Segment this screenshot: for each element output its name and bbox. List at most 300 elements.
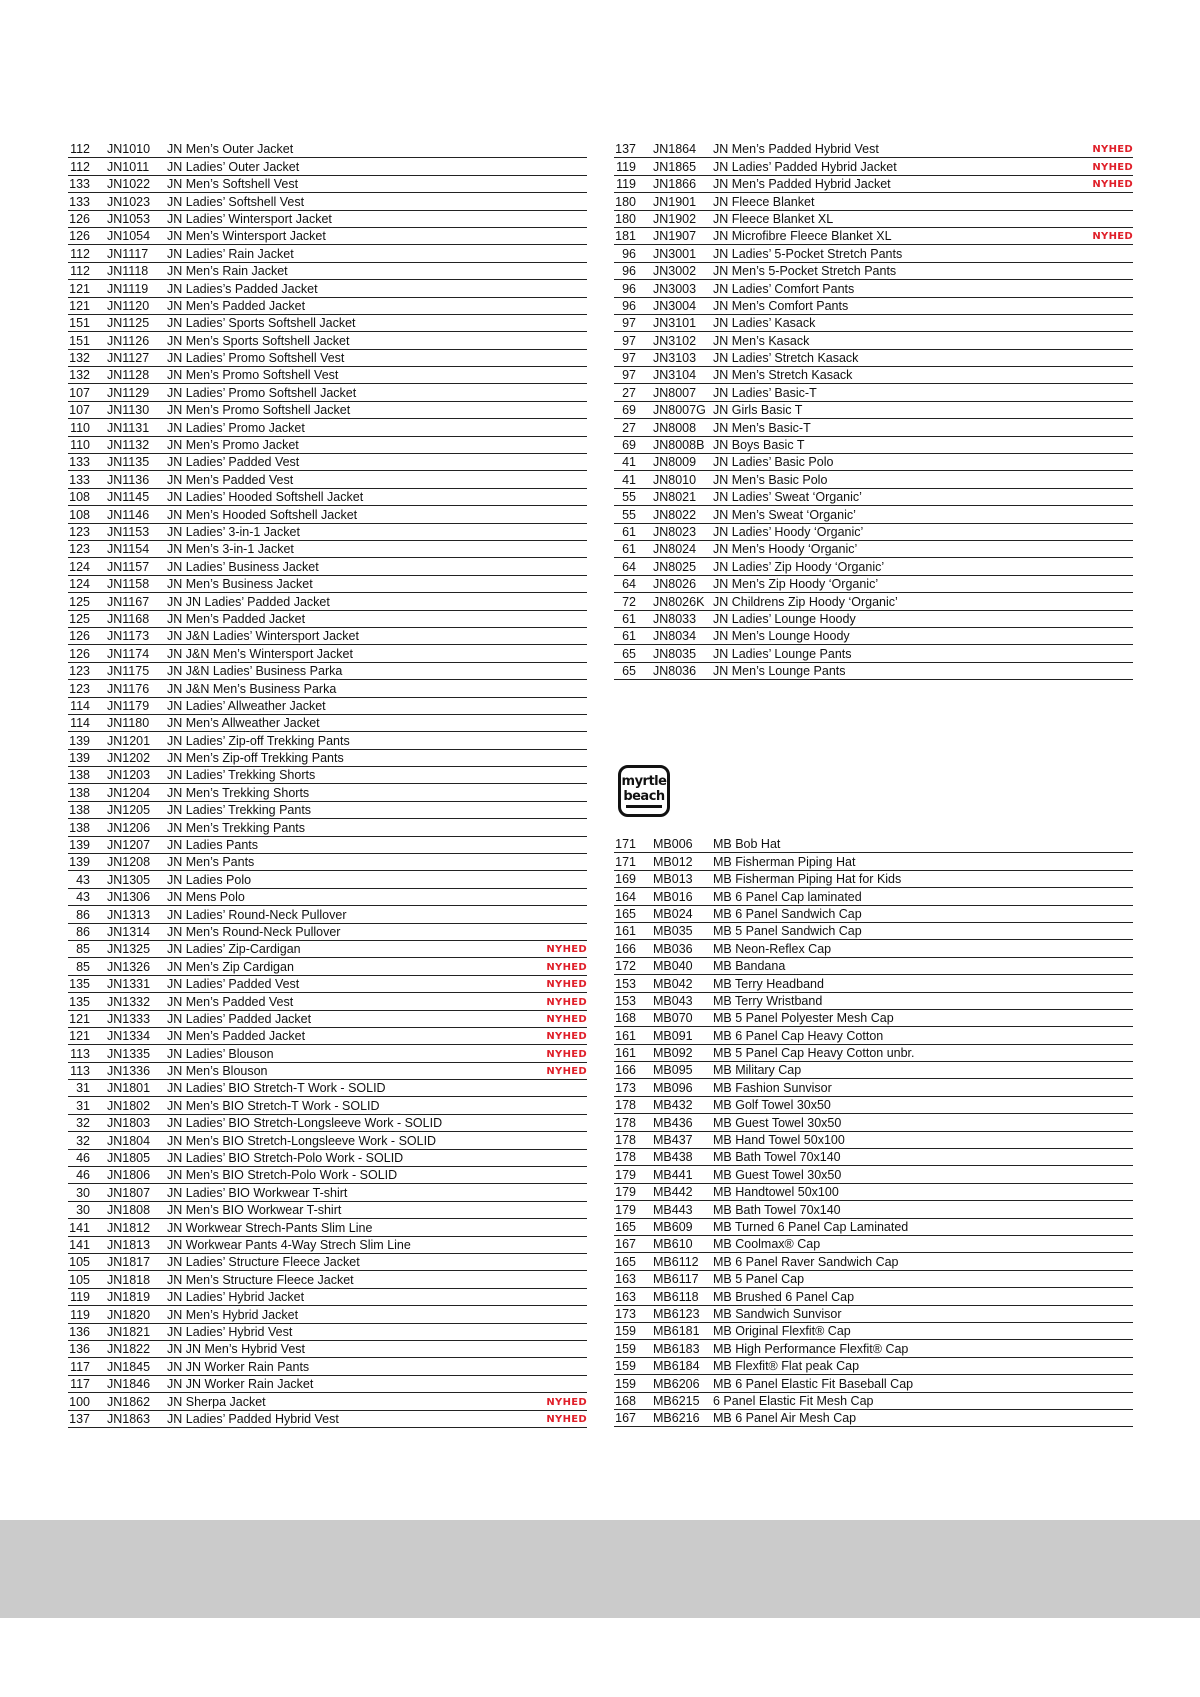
- product-description: JN Men’s Pants: [167, 855, 255, 870]
- page-number: 96: [622, 264, 636, 279]
- table-row: [614, 506, 1133, 523]
- product-description: MB Flexfit® Flat peak Cap: [713, 1359, 860, 1374]
- page-number: 64: [622, 559, 636, 574]
- product-description: MB Fashion Sunvisor: [713, 1080, 832, 1095]
- product-description: JN Men’s Padded Hybrid Vest: [713, 142, 879, 157]
- product-description: MB Fisherman Piping Hat for Kids: [713, 872, 902, 887]
- product-index-right-column: [614, 141, 1133, 680]
- page-number: 69: [622, 438, 636, 453]
- product-code: JN1180: [107, 716, 150, 731]
- product-code: JN1818: [107, 1272, 151, 1287]
- product-code: JN1117: [107, 246, 149, 261]
- product-code: JN8007G: [653, 403, 706, 418]
- product-description: JN J&N Ladies’ Wintersport Jacket: [167, 629, 359, 644]
- product-code: JN1812: [107, 1220, 151, 1235]
- page-number: 163: [615, 1289, 636, 1304]
- product-code: JN8025: [653, 559, 697, 574]
- page-number: 108: [69, 507, 90, 522]
- product-code: MB091: [653, 1028, 693, 1043]
- page-number: 31: [76, 1081, 90, 1096]
- page-number: 166: [615, 941, 636, 956]
- product-description: JN Men’s Softshell Vest: [167, 177, 299, 192]
- product-code: JN1179: [107, 698, 150, 713]
- new-badge: NYHED: [546, 1031, 587, 1043]
- page-number: 123: [69, 542, 90, 557]
- table-row: [68, 1150, 587, 1167]
- product-description: JN Ladies’ Hooded Softshell Jacket: [167, 490, 364, 505]
- product-code: JN1802: [107, 1098, 151, 1113]
- page-number: 139: [69, 733, 90, 748]
- product-description: JN Ladies’s Padded Jacket: [167, 281, 318, 296]
- product-code: JN8008B: [653, 438, 705, 453]
- page-number: 113: [70, 1064, 90, 1079]
- product-description: JN Ladies’ BIO Stretch-T Work - SOLID: [167, 1081, 386, 1096]
- table-row: [68, 471, 587, 488]
- page-number: 125: [69, 594, 90, 609]
- product-code: JN1313: [107, 907, 151, 922]
- product-code: JN1127: [107, 351, 150, 366]
- product-description: JN Men’s Sports Softshell Jacket: [167, 333, 350, 348]
- table-row: [614, 471, 1133, 488]
- product-description: JN Men’s BIO Stretch-Polo Work - SOLID: [167, 1168, 398, 1183]
- new-badge: NYHED: [546, 979, 587, 991]
- product-description: 6 Panel Elastic Fit Mesh Cap: [713, 1393, 874, 1408]
- product-description: JN Fleece Blanket: [713, 194, 815, 209]
- myrtle-beach-logo: [618, 765, 670, 817]
- page-number: 179: [615, 1185, 636, 1200]
- product-index-left-column: [68, 141, 587, 1428]
- table-row: [68, 837, 587, 854]
- product-code: JN1806: [107, 1168, 151, 1183]
- product-code: JN8036: [653, 664, 697, 679]
- table-row: [68, 750, 587, 767]
- product-description: MB Coolmax® Cap: [713, 1237, 821, 1252]
- page-number: 124: [69, 577, 90, 592]
- product-description: JN Ladies’ Sports Softshell Jacket: [167, 316, 356, 331]
- table-row: [68, 576, 587, 593]
- product-code: MB442: [653, 1185, 693, 1200]
- page-number: 43: [76, 872, 90, 887]
- product-code: JN8009: [653, 455, 697, 470]
- table-row: [614, 611, 1133, 628]
- product-code: JN1822: [107, 1342, 151, 1357]
- page-number: 32: [76, 1133, 90, 1148]
- table-row: [68, 993, 587, 1010]
- product-code: JN1325: [107, 942, 151, 957]
- product-code: JN8007: [653, 385, 697, 400]
- table-row: [614, 454, 1133, 471]
- product-code: MB096: [653, 1080, 693, 1095]
- page-number: 138: [69, 820, 90, 835]
- page-number: 30: [76, 1203, 90, 1218]
- product-description: JN Ladies’ Hybrid Jacket: [167, 1290, 305, 1305]
- page-number: 141: [69, 1238, 90, 1252]
- table-row: [68, 298, 587, 315]
- table-row: [68, 1097, 587, 1114]
- new-badge: NYHED: [546, 1013, 587, 1025]
- page-number: 126: [69, 229, 90, 244]
- page-number: 96: [622, 246, 636, 261]
- product-description: JN Ladies Polo: [167, 872, 252, 887]
- page-number: 137: [69, 1411, 90, 1426]
- page-number: 125: [69, 611, 90, 626]
- table-row: [614, 176, 1133, 193]
- table-row: [614, 645, 1133, 662]
- product-code: MB040: [653, 959, 693, 974]
- product-code: JN1901: [653, 194, 697, 209]
- page-number: 105: [69, 1272, 90, 1287]
- table-row: [68, 715, 587, 732]
- page-number: 55: [622, 490, 636, 505]
- page-number: 133: [69, 177, 90, 192]
- table-row: [68, 1219, 587, 1236]
- product-code: JN1153: [107, 524, 150, 539]
- product-code: MB012: [653, 854, 693, 869]
- page-number: 113: [70, 1046, 90, 1061]
- table-row: [68, 437, 587, 454]
- table-row: [68, 732, 587, 749]
- product-code: JN8021: [653, 490, 697, 505]
- table-row: [68, 350, 587, 367]
- page-number: 121: [69, 298, 90, 313]
- table-row: [68, 541, 587, 558]
- page-number: 121: [69, 1029, 90, 1044]
- table-row: [614, 593, 1133, 610]
- page-number: 85: [76, 942, 90, 957]
- product-description: JN Men’s 3-in-1 Jacket: [167, 542, 294, 557]
- page-number: 31: [76, 1098, 90, 1113]
- table-row: [614, 437, 1133, 454]
- product-code: JN1336: [107, 1064, 151, 1079]
- page-number: 61: [622, 611, 636, 626]
- product-description: JN Ladies’ Round-Neck Pullover: [167, 907, 347, 922]
- product-description: JN Ladies’ Basic Polo: [713, 455, 834, 470]
- page-number: 168: [615, 1393, 636, 1408]
- table-row: [68, 384, 587, 401]
- product-code: MB092: [653, 1046, 693, 1061]
- product-code: JN8033: [653, 611, 697, 626]
- table-row: [68, 802, 587, 819]
- product-code: JN1203: [107, 768, 151, 783]
- product-description: MB Turned 6 Panel Cap Laminated: [713, 1219, 909, 1234]
- page-number: 132: [69, 368, 90, 383]
- product-code: JN1157: [107, 559, 150, 574]
- page-number: 119: [616, 177, 636, 192]
- table-row: [614, 1323, 1133, 1340]
- page-number: 178: [615, 1150, 636, 1165]
- product-description: JN Ladies’ Business Jacket: [167, 559, 319, 574]
- page-number: 96: [622, 281, 636, 296]
- product-description: JN Ladies Pants: [167, 838, 259, 853]
- product-description: JN Men’s Business Jacket: [167, 577, 313, 592]
- product-description: JN Ladies’ Blouson: [167, 1046, 274, 1061]
- table-row: [614, 975, 1133, 992]
- page-number: 171: [615, 854, 636, 869]
- table-row: [68, 1028, 587, 1045]
- product-description: JN Men’s Allweather Jacket: [167, 716, 320, 731]
- product-description: JN Ladies’ BIO Stretch-Longsleeve Work - SOLID: [167, 1116, 443, 1131]
- table-row: [614, 193, 1133, 210]
- product-description: JN Ladies’ Kasack: [713, 316, 816, 331]
- page-number: 61: [622, 629, 636, 644]
- table-row: [68, 784, 587, 801]
- table-row: [614, 1010, 1133, 1027]
- product-description: JN Ladies’ Promo Softshell Vest: [167, 351, 345, 366]
- table-row: [614, 558, 1133, 575]
- product-code: MB6123: [653, 1306, 700, 1321]
- page-number: 96: [622, 298, 636, 313]
- table-row: [614, 628, 1133, 645]
- table-row: [68, 1045, 587, 1062]
- page-number: 112: [70, 159, 90, 174]
- product-description: JN Men’s Kasack: [713, 333, 810, 348]
- product-code: JN1907: [653, 229, 697, 244]
- product-description: JN Men’s Structure Fleece Jacket: [167, 1272, 354, 1287]
- page-number: 41: [622, 472, 636, 487]
- page-number: 61: [622, 542, 636, 557]
- page-number: 97: [622, 368, 636, 383]
- page-number: 172: [615, 959, 636, 974]
- product-code: JN1333: [107, 1011, 151, 1026]
- product-description: MB 6 Panel Elastic Fit Baseball Cap: [713, 1376, 914, 1391]
- product-code: MB6112: [653, 1254, 699, 1269]
- page-number: 97: [622, 351, 636, 366]
- page-number: 46: [76, 1151, 90, 1166]
- page-number: 126: [69, 646, 90, 661]
- page-number: 151: [69, 316, 90, 331]
- page-number: 173: [615, 1306, 636, 1321]
- product-code: JN1807: [107, 1185, 151, 1200]
- product-code: JN1154: [107, 542, 150, 557]
- product-description: JN Men’s Trekking Pants: [167, 820, 306, 835]
- product-description: MB Sandwich Sunvisor: [713, 1306, 842, 1321]
- product-description: JN Ladies’ 5-Pocket Stretch Pants: [713, 246, 903, 261]
- table-row: [614, 1306, 1133, 1323]
- product-description: JN Ladies’ Stretch Kasack: [713, 351, 859, 366]
- page-number: 86: [76, 907, 90, 922]
- table-row: [614, 1288, 1133, 1305]
- page-number: 72: [622, 594, 636, 609]
- page-number: 163: [615, 1272, 636, 1287]
- product-description: JN Ladies’ Padded Hybrid Vest: [167, 1411, 339, 1426]
- product-description: JN Men’s Zip Cardigan: [167, 959, 294, 974]
- table-row: [614, 402, 1133, 419]
- product-description: JN Ladies’ BIO Stretch-Polo Work - SOLID: [167, 1151, 404, 1166]
- page-number: 114: [70, 698, 90, 713]
- page-number: 138: [69, 785, 90, 800]
- product-code: JN1146: [107, 507, 150, 522]
- product-description: MB 6 Panel Air Mesh Cap: [713, 1411, 857, 1426]
- product-code: JN1862: [107, 1394, 151, 1409]
- table-row: [614, 1184, 1133, 1201]
- product-description: JN Men’s Trekking Shorts: [167, 785, 310, 800]
- table-row: [68, 976, 587, 993]
- table-row: [614, 1236, 1133, 1253]
- page-number: 119: [70, 1290, 90, 1305]
- product-code: JN1129: [107, 385, 150, 400]
- table-row: [614, 158, 1133, 175]
- table-row: [68, 611, 587, 628]
- table-row: [68, 1167, 587, 1184]
- product-description: JN Ladies’ Promo Jacket: [167, 420, 305, 435]
- page-number: 41: [622, 455, 636, 470]
- page-number: 133: [69, 455, 90, 470]
- product-code: MB024: [653, 906, 693, 921]
- table-row: [68, 228, 587, 245]
- product-code: JN1331: [107, 977, 151, 992]
- product-code: JN3003: [653, 281, 697, 296]
- page-number: 132: [69, 351, 90, 366]
- page-number: 153: [615, 976, 636, 991]
- product-code: JN1119: [107, 281, 149, 296]
- product-description: JN Men’s Zip-off Trekking Pants: [167, 751, 344, 766]
- product-description: JN Men’s Blouson: [167, 1064, 268, 1079]
- product-code: MB438: [653, 1150, 693, 1165]
- table-row: [68, 1063, 587, 1080]
- product-code: JN8010: [653, 472, 697, 487]
- page-number: 165: [615, 906, 636, 921]
- product-description: MB 5 Panel Polyester Mesh Cap: [713, 1011, 894, 1026]
- product-code: JN1132: [107, 438, 150, 453]
- product-description: JN JN Worker Rain Jacket: [167, 1377, 314, 1392]
- product-code: JN1803: [107, 1116, 151, 1131]
- product-description: JN Girls Basic T: [713, 403, 803, 418]
- product-code: JN1804: [107, 1133, 151, 1148]
- product-description: JN Men’s Padded Jacket: [167, 611, 306, 626]
- product-description: JN Men’s BIO Workwear T-shirt: [167, 1203, 342, 1218]
- product-description: MB 6 Panel Cap Heavy Cotton: [713, 1028, 884, 1043]
- product-description: JN Ladies’ Sweat ‘Organic’: [713, 490, 862, 505]
- product-code: MB6117: [653, 1272, 699, 1287]
- table-row: [68, 593, 587, 610]
- product-description: JN Men’s BIO Stretch-T Work - SOLID: [167, 1098, 380, 1113]
- table-row: [68, 767, 587, 784]
- product-description: JN Ladies’ Padded Jacket: [167, 1011, 312, 1026]
- page-number: 27: [622, 420, 636, 435]
- product-description: MB Brushed 6 Panel Cap: [713, 1289, 855, 1304]
- product-code: JN1010: [107, 142, 151, 157]
- table-row: [68, 924, 587, 941]
- table-row: [68, 958, 587, 975]
- table-row: [614, 298, 1133, 315]
- product-description: MB 5 Panel Cap Heavy Cotton unbr.: [713, 1046, 915, 1061]
- product-code: MB610: [653, 1237, 693, 1252]
- table-row: [614, 350, 1133, 367]
- product-description: JN Ladies’ Padded Vest: [167, 977, 300, 992]
- page-number: 112: [70, 264, 90, 279]
- page-number: 178: [615, 1115, 636, 1130]
- table-row: [68, 854, 587, 871]
- product-description: JN Ladies’ Rain Jacket: [167, 246, 294, 261]
- product-code: JN1011: [107, 159, 150, 174]
- table-row: [614, 1340, 1133, 1357]
- page-number: 107: [69, 385, 90, 400]
- product-description: JN Ladies’ BIO Workwear T-shirt: [167, 1185, 348, 1200]
- product-code: JN8023: [653, 524, 697, 539]
- product-description: JN Men’s Promo Softshell Jacket: [167, 403, 351, 418]
- product-code: MB6183: [653, 1341, 700, 1356]
- product-description: JN Ladies’ Trekking Pants: [167, 803, 312, 818]
- new-badge: NYHED: [546, 1048, 587, 1060]
- table-row: [614, 141, 1133, 158]
- table-row: [614, 993, 1133, 1010]
- product-description: JN J&N Men’s Wintersport Jacket: [167, 646, 353, 661]
- table-row: [68, 941, 587, 958]
- product-description: MB Neon-Reflex Cap: [713, 941, 832, 956]
- product-code: JN1817: [107, 1255, 151, 1270]
- page-number: 164: [615, 889, 636, 904]
- page-number: 100: [69, 1394, 90, 1409]
- product-code: MB016: [653, 889, 693, 904]
- page-number: 178: [615, 1133, 636, 1148]
- product-description: JN J&N Men’s Business Parka: [167, 681, 337, 696]
- product-code: MB043: [653, 993, 693, 1008]
- new-badge: NYHED: [546, 1396, 587, 1408]
- table-row: [614, 1166, 1133, 1183]
- table-row: [614, 1219, 1133, 1236]
- product-code: JN1326: [107, 959, 151, 974]
- product-code: JN1131: [107, 420, 150, 435]
- page-number: 139: [69, 751, 90, 766]
- table-row: [614, 228, 1133, 245]
- product-description: MB Fisherman Piping Hat: [713, 854, 856, 869]
- table-row: [614, 419, 1133, 436]
- page-number: 180: [615, 211, 636, 226]
- product-code: JN3103: [653, 351, 697, 366]
- table-row: [614, 211, 1133, 228]
- table-row: [68, 1341, 587, 1358]
- table-row: [68, 141, 587, 158]
- product-code: JN1201: [107, 733, 151, 748]
- table-row: [614, 1271, 1133, 1288]
- table-row: [68, 1237, 587, 1254]
- table-row: [68, 1184, 587, 1201]
- table-row: [614, 1410, 1133, 1427]
- page-number: 136: [69, 1342, 90, 1357]
- page-number: 159: [615, 1376, 636, 1391]
- table-row: [614, 489, 1133, 506]
- page-number: 161: [615, 1028, 636, 1043]
- page-number: 173: [615, 1080, 636, 1095]
- page-number: 133: [69, 194, 90, 209]
- page-number: 55: [622, 507, 636, 522]
- table-row: [68, 1132, 587, 1149]
- page-number: 168: [615, 1011, 636, 1026]
- product-code: MB013: [653, 872, 693, 887]
- page-number: 123: [69, 681, 90, 696]
- table-row: [614, 332, 1133, 349]
- table-row: [614, 576, 1133, 593]
- table-row: [68, 524, 587, 541]
- table-row: [68, 698, 587, 715]
- product-description: MB Bath Towel 70x140: [713, 1202, 841, 1217]
- product-code: JN1118: [107, 264, 149, 279]
- logo-line1: myrtle: [621, 774, 667, 789]
- product-description: JN Men’s 5-Pocket Stretch Pants: [713, 264, 897, 279]
- table-row: [68, 1271, 587, 1288]
- table-row: [614, 836, 1133, 853]
- page-number: 97: [622, 316, 636, 331]
- table-row: [614, 1079, 1133, 1096]
- product-description: MB 6 Panel Cap laminated: [713, 889, 862, 904]
- page-number: 178: [615, 1098, 636, 1113]
- table-row: [614, 1253, 1133, 1270]
- product-code: JN1808: [107, 1203, 151, 1218]
- product-code: JN8022: [653, 507, 697, 522]
- product-code: MB6216: [653, 1411, 700, 1426]
- page-number: 86: [76, 924, 90, 939]
- new-badge: NYHED: [1092, 144, 1133, 156]
